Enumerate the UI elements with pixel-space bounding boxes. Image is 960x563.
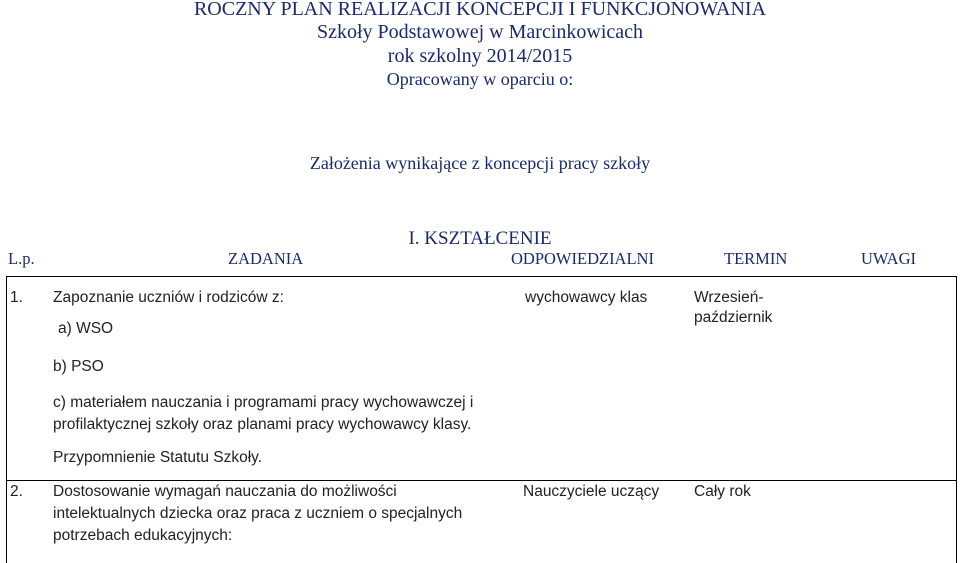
row-2-task-line: Dostosowanie wymagań nauczania do możliwości [53,483,397,500]
table-border-right [956,276,957,563]
table-border-left [6,276,7,563]
row-2-task-line: intelektualnych dziecka oraz praca z uczniem o specjalnych [53,505,463,522]
row-1-term-line: Wrzesień- [694,289,764,306]
col-header-tasks: ZADANIA [228,249,304,268]
section-heading: I. KSZTAŁCENIE [408,228,552,249]
col-header-notes: UWAGI [861,249,916,268]
col-header-term: TERMIN [724,249,788,268]
school-year: rok szkolny 2014/2015 [387,45,573,67]
row-1-task-line: Przypomnienie Statutu Szkoły. [53,449,263,466]
row-1-task-line: Zapoznanie uczniów i rodziców z: [53,289,284,306]
row-2-term-line: Cały rok [694,483,751,500]
col-header-responsible: ODPOWIEDZIALNI [511,249,654,268]
row-1-task-line: b) PSO [53,358,104,375]
concept-subtitle: Założenia wynikające z koncepcji pracy szkoły [309,153,651,173]
table-row-divider [6,480,957,481]
table-header-divider [6,276,957,277]
row-1-task-line: a) WSO [58,320,114,337]
row-1-responsible: wychowawcy klas [525,289,648,306]
col-header-lp: L.p. [8,249,35,268]
row-1-task-line: profilaktycznej szkoły oraz planami pracy wychowawcy klasy. [53,416,472,433]
based-on-label: Opracowany w oparciu o: [386,69,574,89]
row-1-number: 1. [10,289,23,306]
row-2-task-line: potrzebach edukacyjnych: [53,527,233,544]
school-name: Szkoły Podstawowej w Marcinkowicach [316,21,644,43]
row-1-term-line: październik [694,309,773,326]
row-1-task-line: c) materiałem nauczania i programami pracy wychowawczej i [53,394,474,411]
plan-title: ROCZNY PLAN REALIZACJI KONCEPCJI I FUNKCJONOWANIA [193,0,767,20]
row-2-responsible: Nauczyciele uczący [523,483,660,500]
row-2-number: 2. [10,483,23,500]
